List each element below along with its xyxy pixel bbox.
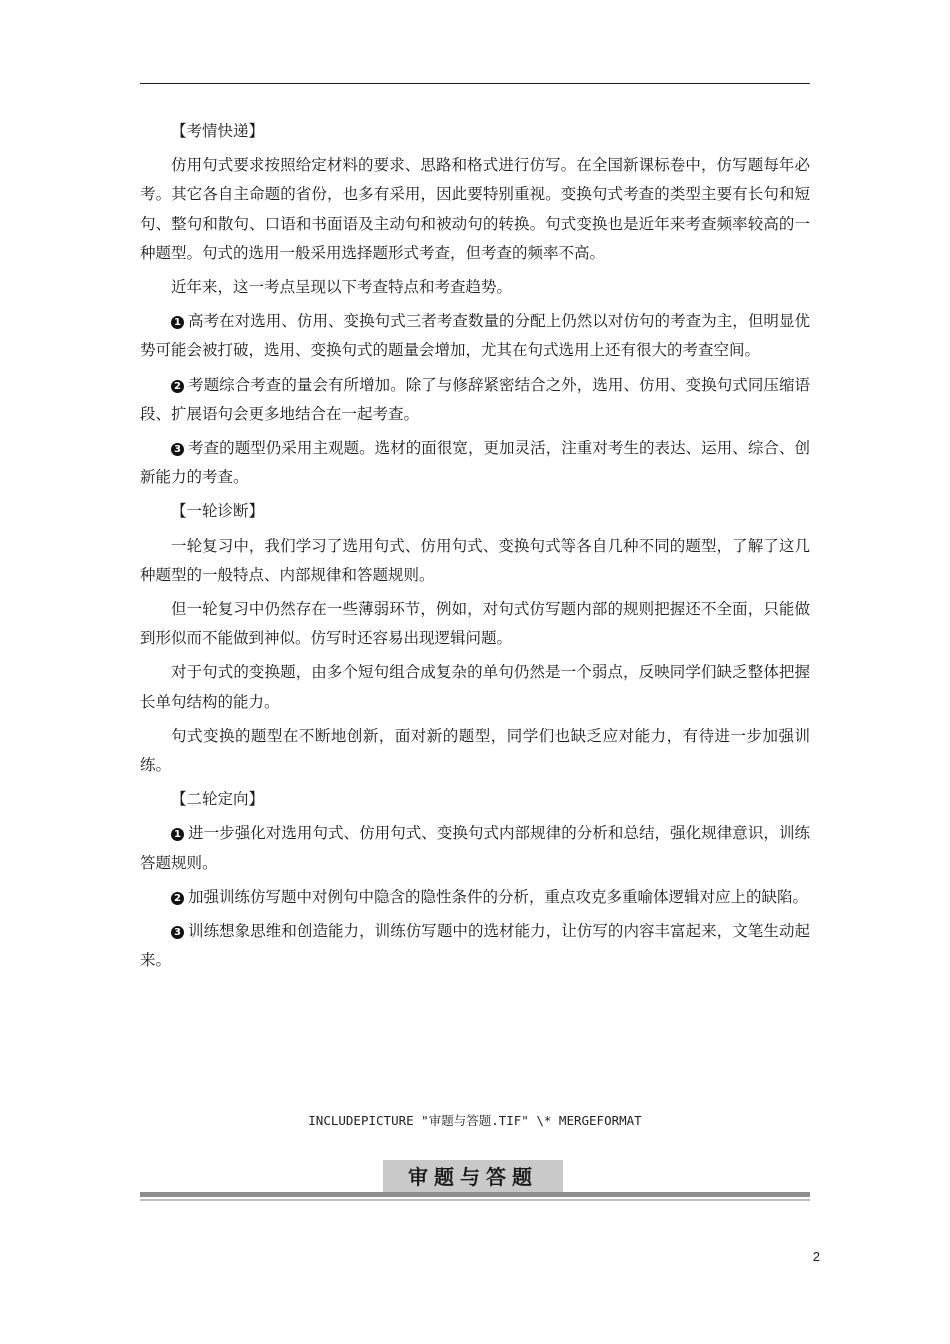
document-body — [140, 117, 810, 980]
number-circle-icon: 1 — [171, 828, 184, 841]
number-circle-icon: 3 — [171, 443, 184, 456]
banner-rule-thick — [140, 1192, 810, 1197]
number-circle-icon: 2 — [171, 380, 184, 393]
number-circle-icon: 1 — [171, 316, 184, 329]
paragraph: 句式变换的题型在不断地创新，面对新的题型，同学们也缺乏应对能力，有待进一步加强训练。 — [140, 726, 810, 775]
section-heading-second-round: 【二轮定向】 — [171, 790, 265, 809]
bullet-text: 加强训练仿写题中对例句中隐含的隐性条件的分析，重点攻克多重喻体逻辑对应上的缺陷。 — [188, 887, 809, 906]
paragraph: 但一轮复习中仍然存在一些薄弱环节，例如，对句式仿写题内部的规则把握还不全面，只能做到形似而不能做到神似。仿写时还容易出现逻辑问题。 — [140, 600, 810, 648]
section-heading-exam-news: 【考情快递】 — [171, 122, 265, 140]
banner-title: 审题与答题 — [383, 1160, 563, 1192]
page-number: 2 — [812, 1249, 820, 1264]
number-circle-icon: 3 — [171, 926, 184, 939]
paragraph: 近年来，这一考点呈现以下考查特点和考查趋势。 — [171, 278, 513, 297]
paragraph: 仿用句式要求按照给定材料的要求、思路和格式进行仿写。在全国新课标卷中，仿写题每年必考。其它各自主命题的省份，也多有采用，因此要特别重视。变换句式考查的类型主要有长句和短句、整句和散句、口语和书面语及主动句和被动句的转换。句式变换也是近年来考查频率较高的一种题型。句式的选用一般采用选择题形式考查，但考查的频率不高。 — [140, 156, 810, 262]
bullet-text: 训练想象思维和创造能力，训练仿写题中的选材能力，让仿写的内容丰富起来，文笔生动起来。 — [140, 922, 810, 970]
number-circle-icon: 2 — [171, 892, 184, 905]
header-rule — [140, 83, 810, 84]
bullet-item — [140, 917, 810, 975]
field-code-text: INCLUDEPICTURE "审题与答题.TIF" \* MERGEFORMAT — [308, 1113, 642, 1128]
bullet-item — [140, 307, 810, 365]
paragraph: 对于句式的变换题，由多个短句组合成复杂的单句仍然是一个弱点，反映同学们缺乏整体把握长单句结构的能力。 — [140, 663, 810, 711]
paragraph: 一轮复习中，我们学习了选用句式、仿用句式、变换句式等各自几种不同的题型，了解了这几种题型的一般特点、内部规律和答题规则。 — [140, 536, 810, 584]
bullet-item — [140, 883, 810, 912]
bullet-text: 考题综合考查的量会有所增加。除了与修辞紧密结合之外，选用、仿用、变换句式同压缩语段、扩展语句会更多地结合在一起考查。 — [140, 375, 810, 423]
bullet-item — [140, 434, 810, 492]
bullet-text: 考查的题型仍采用主观题。选材的面很宽，更加灵活，注重对考生的表达、运用、综合、创新能力的考查。 — [140, 439, 810, 487]
section-heading-first-round: 【一轮诊断】 — [171, 502, 265, 521]
bullet-item — [140, 819, 810, 877]
bullet-text: 高考在对选用、仿用、变换句式三者考查数量的分配上仍然以对仿句的考查为主，但明显优势可能会被打破，选用、变换句式的题量会增加，尤其在句式选用上还有很大的考查空间。 — [140, 312, 810, 360]
bullet-item — [140, 371, 810, 429]
section-banner — [140, 1160, 810, 1202]
banner-rule-thin — [140, 1199, 810, 1201]
bullet-text: 进一步强化对选用句式、仿用句式、变换句式内部规律的分析和总结，强化规律意识，训练答题规则。 — [140, 824, 810, 872]
